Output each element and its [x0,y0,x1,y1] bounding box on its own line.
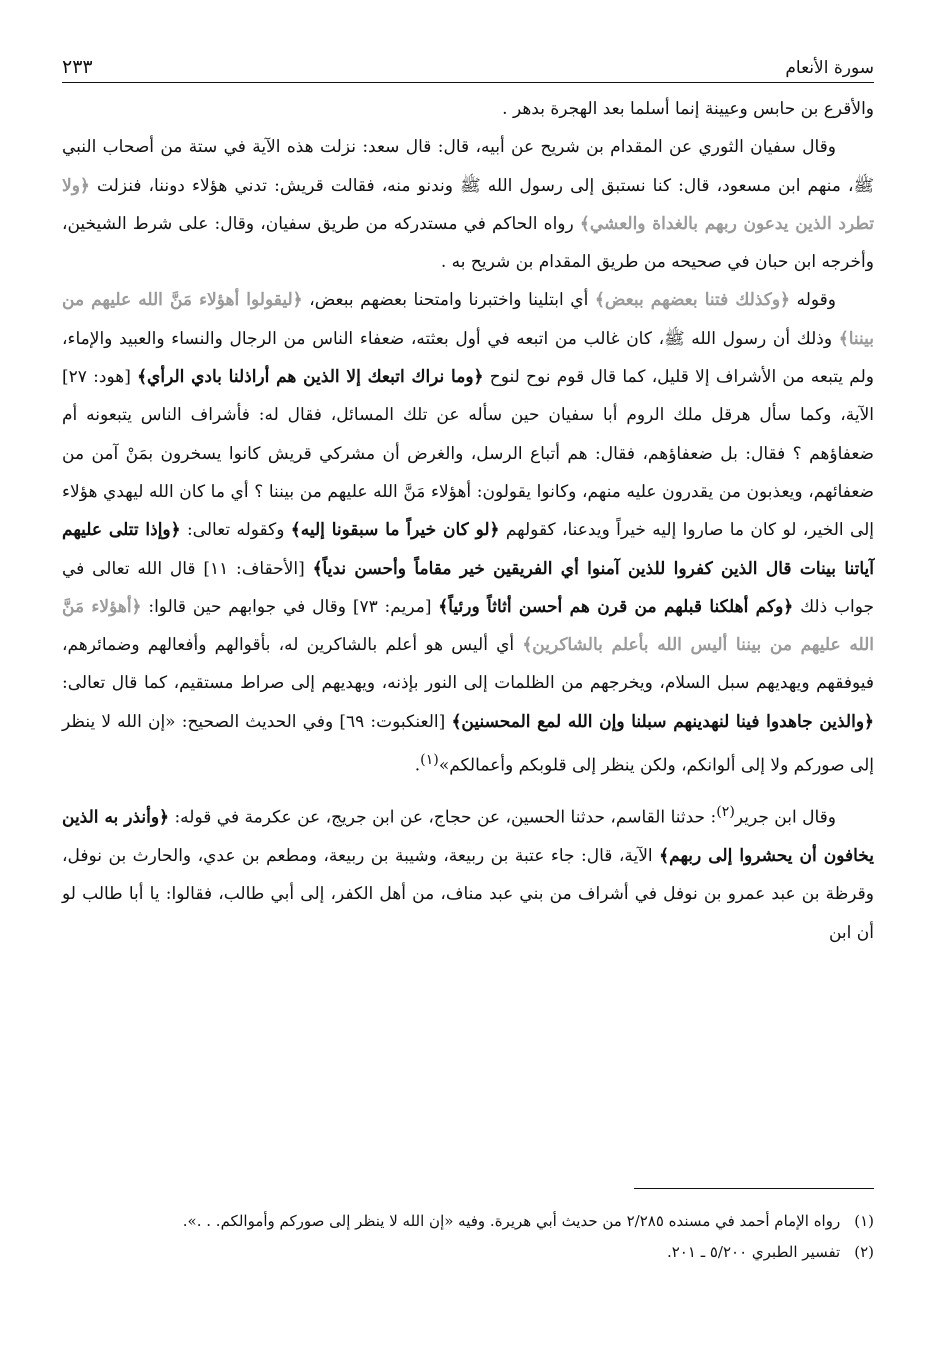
main-text [62,90,874,952]
footnote-marker: (١) [420,752,439,769]
footnote-text: رواه الإمام أحمد في مسنده ٢/٢٨٥ من حديث أبي هريرة. وفيه «إن الله لا ينظر إلى صوركم وأموالكم. . .». [182,1212,841,1230]
footnote-text: تفسير الطبري ٥/٢٠٠ ـ ٢٠١. [666,1243,841,1261]
text-run: وذلك أن رسول الله ﷺ، كان غالب من اتبعه في أول بعثته، ضعفاء الناس من الرجال والنساء والعبيد والإماء، ولم يتبعه من الأشراف إلا قليل، كما قال قوم نوح لنوح [62,328,874,388]
text-run: وقال سفيان الثوري عن المقدام بن شريح عن أبيه، قال: قال سعد: نزلت هذه الآية في ستة من أصحاب النبي ﷺ، منهم ابن مسعود، قال: كنا نستبق إلى رسول الله ﷺ وندنو منه، فقالت قريش: تدني هؤلاء دوننا، فنزلت [62,137,874,196]
text-run: [العنكبوت: ٦٩] وفي الحديث الصحيح: «إن الله لا ينظر إلى صوركم ولا إلى ألوانكم، ولكن ينظر إلى قلوبكم وأعمالكم» [62,711,874,776]
text-run: الآية، قال: جاء عتبة بن ربيعة، وشيبة بن ربيعة، ومطعم بن عدي، والحارث بن نوفل، وقرظة بن عبد عمرو بن نوفل في أشراف من بني عبد مناف، من أهل الكفر، إلى أبي طالب، فقالوا: يا أبا طالب لو أن ابن [62,845,874,943]
footnote-marker: (٢) [716,804,735,820]
footnote [62,1239,874,1266]
surah-title: سورة الأنعام [785,58,874,78]
footnote-divider [634,1188,874,1189]
footnotes [62,1208,874,1270]
text-run: رواه الحاكم في مستدركه من طريق سفيان، وقال: على شرط الشيخين، وأخرجه ابن حبان في صحيحه من طريق المقدام بن شريح به . [62,213,874,273]
paragraph-2 [62,128,874,281]
quran-verse: ﴿أهؤلاء مَنَّ الله عليهم من بيننا أليس الله بأعلم بالشاكرين﴾ [62,596,874,656]
quran-verse: ﴿وكذلك فتنا بعضهم ببعض﴾ [594,290,791,311]
text-run: أي أليس هو أعلم بالشاكرين له، بأقوالهم وأفعالهم وضمائرهم، فيوفقهم ويهديهم سبل السلام، ويخرجهم من الظلمات إلى النور بإذنه، ويهديهم إلى صراط مستقيم، كما قال تعالى: [62,635,874,694]
quran-verse: ﴿ليقولوا أهؤلاء مَنَّ الله عليهم من بيننا﴾ [62,290,874,349]
text-run: : حدثنا القاسم، حدثنا الحسين، عن حجاج، عن ابن جريج، عن عكرمة في قوله: [174,807,717,828]
quran-verse: ﴿وما نراك اتبعك إلا الذين هم أراذلنا بادي الرأي﴾ [137,367,484,388]
paragraph-3 [62,281,874,785]
footnote-number: (١) [854,1212,874,1230]
text-run: . [414,755,421,776]
text-run: [مريم: ٧٣] وقال في جوابهم حين قالوا: [148,596,432,617]
quran-verse: ﴿وإذا تتلى عليهم آياتنا بينات قال الذين كفروا للذين آمنوا أي الفريقين خير مقاماً وأحسن ندياً﴾ [62,520,875,579]
footnote [62,1208,874,1235]
quran-verse: ﴿والذين جاهدوا فينا لنهدينهم سبلنا وإن الله لمع المحسنين﴾ [451,711,874,732]
quran-verse: ﴿ولا تطرد الذين يدعون ربهم بالغداة والعشي﴾ [62,175,875,234]
paragraph-4 [62,793,874,952]
text-run: وقال ابن جرير [734,807,836,828]
text-run: أي ابتلينا واختبرنا وامتحنا بعضهم ببعض، [309,290,589,311]
paragraph-1 [62,90,874,128]
page-number: ٢٣٣ [62,56,93,78]
text-run: [هود: ٢٧] الآية، وكما سأل هرقل ملك الروم أبا سفيان حين سأله عن تلك المسائل، فقال له: فأشراف الناس يتبعونه أم ضعفاؤهم ؟ فقال: بل ضعفاؤهم، فقال: هم أتباع الرسل، والغرض أن مشركي قريش كانوا يسخرون بمَنْ آمن من ضعفائهم، ويعذبون من يقدرون عليه منهم، وكانوا يقولون: أهؤلاء مَنَّ الله عليهم من بيننا ؟ أي ما كان الله ليهدي هؤلاء إلى الخير، لو كان ما صاروا إليه خيراً ويدعنا، كقولهم [62,367,875,541]
quran-verse: ﴿وكم أهلكنا قبلهم من قرن هم أحسن أثاثاً ورئياً﴾ [438,596,794,617]
text-run: وقوله [796,290,837,311]
quran-verse: ﴿لو كان خيراً ما سبقونا إليه﴾ [290,520,500,541]
page-header [62,48,874,83]
text-run: [الأحقاف: ١١] قال الله تعالى في جواب ذلك [62,558,874,617]
text-run: والأقرع بن حابس وعيينة إنما أسلما بعد الهجرة بدهر . [502,99,874,119]
footnote-number: (٢) [854,1243,874,1261]
text-run: وكقوله تعالى: [186,520,285,541]
quran-verse: ﴿وأنذر به الذين يخافون أن يحشروا إلى ربهم﴾ [62,807,875,866]
